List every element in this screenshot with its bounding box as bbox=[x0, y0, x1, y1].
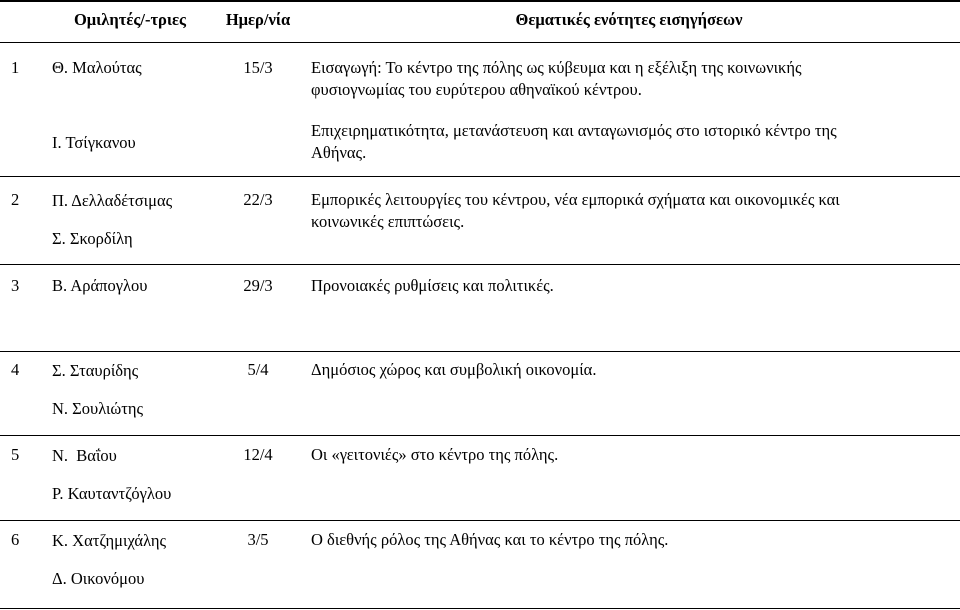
session-date: 22/3 bbox=[243, 190, 273, 209]
session-topic bbox=[311, 120, 911, 164]
row-divider bbox=[0, 435, 960, 436]
speaker-name: Β. Αράπογλου bbox=[52, 276, 148, 295]
row-divider bbox=[0, 351, 960, 352]
topic-line: Εισαγωγή: Το κέντρο της πόλης ως κύβευμα και η εξέλιξη της κοινωνικής bbox=[311, 58, 802, 77]
table-row bbox=[0, 186, 960, 256]
session-date: 5/4 bbox=[247, 360, 269, 379]
table-row bbox=[0, 118, 960, 174]
session-date: 29/3 bbox=[243, 276, 273, 295]
session-topic bbox=[311, 275, 911, 297]
session-date: 3/5 bbox=[247, 530, 269, 549]
table-row bbox=[0, 356, 960, 436]
row-number: 2 bbox=[11, 190, 20, 209]
speaker-name: Ν. Σουλιώτης bbox=[52, 399, 144, 418]
speaker-name: Ι. Τσίγκανου bbox=[52, 133, 136, 152]
speaker-name: Δ. Οικονόμου bbox=[52, 569, 145, 588]
table-row bbox=[0, 54, 960, 114]
speaker-list bbox=[52, 190, 172, 266]
row-divider bbox=[0, 520, 960, 521]
session-date: 15/3 bbox=[243, 58, 273, 77]
row-number: 6 bbox=[11, 530, 20, 549]
session-topic bbox=[311, 189, 911, 233]
speaker-name: Θ. Μαλούτας bbox=[52, 58, 142, 77]
topic-line: Προνοιακές ρυθμίσεις και πολιτικές. bbox=[311, 276, 554, 295]
speaker-name: Σ. Σκορδίλη bbox=[52, 229, 133, 248]
speaker-name: Π. Δελλαδέτσιμας bbox=[52, 191, 173, 210]
speaker-name: Ρ. Καυταντζόγλου bbox=[52, 484, 172, 503]
table-header bbox=[0, 0, 960, 42]
speaker-name: Ν. Βαΐου bbox=[52, 446, 117, 465]
topic-line: Οι «γειτονιές» στο κέντρο της πόλης. bbox=[311, 445, 559, 464]
session-topic bbox=[311, 444, 911, 466]
row-number: 4 bbox=[11, 360, 20, 379]
table-row bbox=[0, 441, 960, 521]
speaker-name: Κ. Χατζημιχάλης bbox=[52, 531, 167, 550]
row-number: 1 bbox=[11, 58, 20, 77]
topic-line: φυσιογνωμίας του ευρύτερου αθηναϊκού κέντρου. bbox=[311, 80, 642, 99]
session-topic bbox=[311, 529, 911, 551]
row-divider bbox=[0, 264, 960, 265]
speaker-list bbox=[52, 360, 143, 436]
header-topics: Θεματικές ενότητες εισηγήσεων bbox=[515, 10, 743, 29]
session-topic bbox=[311, 359, 911, 381]
topic-line: κοινωνικές επιπτώσεις. bbox=[311, 212, 465, 231]
row-number: 3 bbox=[11, 276, 20, 295]
topic-line: Αθήνας. bbox=[311, 143, 367, 162]
row-number: 5 bbox=[11, 445, 20, 464]
topic-line: Επιχειρηματικότητα, μετανάστευση και ανταγωνισμός στο ιστορικό κέντρο της bbox=[311, 121, 837, 140]
speaker-list bbox=[52, 530, 166, 606]
header-divider bbox=[0, 42, 960, 43]
session-topic bbox=[311, 57, 911, 101]
bottom-border bbox=[0, 608, 960, 609]
topic-line: Δημόσιος χώρος και συμβολική οικονομία. bbox=[311, 360, 597, 379]
speaker-name: Σ. Σταυρίδης bbox=[52, 361, 139, 380]
header-speakers: Ομιλητές/-τριες bbox=[73, 10, 187, 29]
speaker-list bbox=[52, 445, 171, 521]
header-date: Ημερ/νία bbox=[225, 10, 291, 29]
table-row bbox=[0, 526, 960, 608]
topic-line: Ο διεθνής ρόλος της Αθήνας και το κέντρο της πόλης. bbox=[311, 530, 669, 549]
topic-line: Εμπορικές λειτουργίες του κέντρου, νέα εμπορικά σχήματα και οικονομικές και bbox=[311, 190, 840, 209]
row-divider bbox=[0, 176, 960, 177]
session-date: 12/4 bbox=[243, 445, 273, 464]
table-row bbox=[0, 272, 960, 350]
